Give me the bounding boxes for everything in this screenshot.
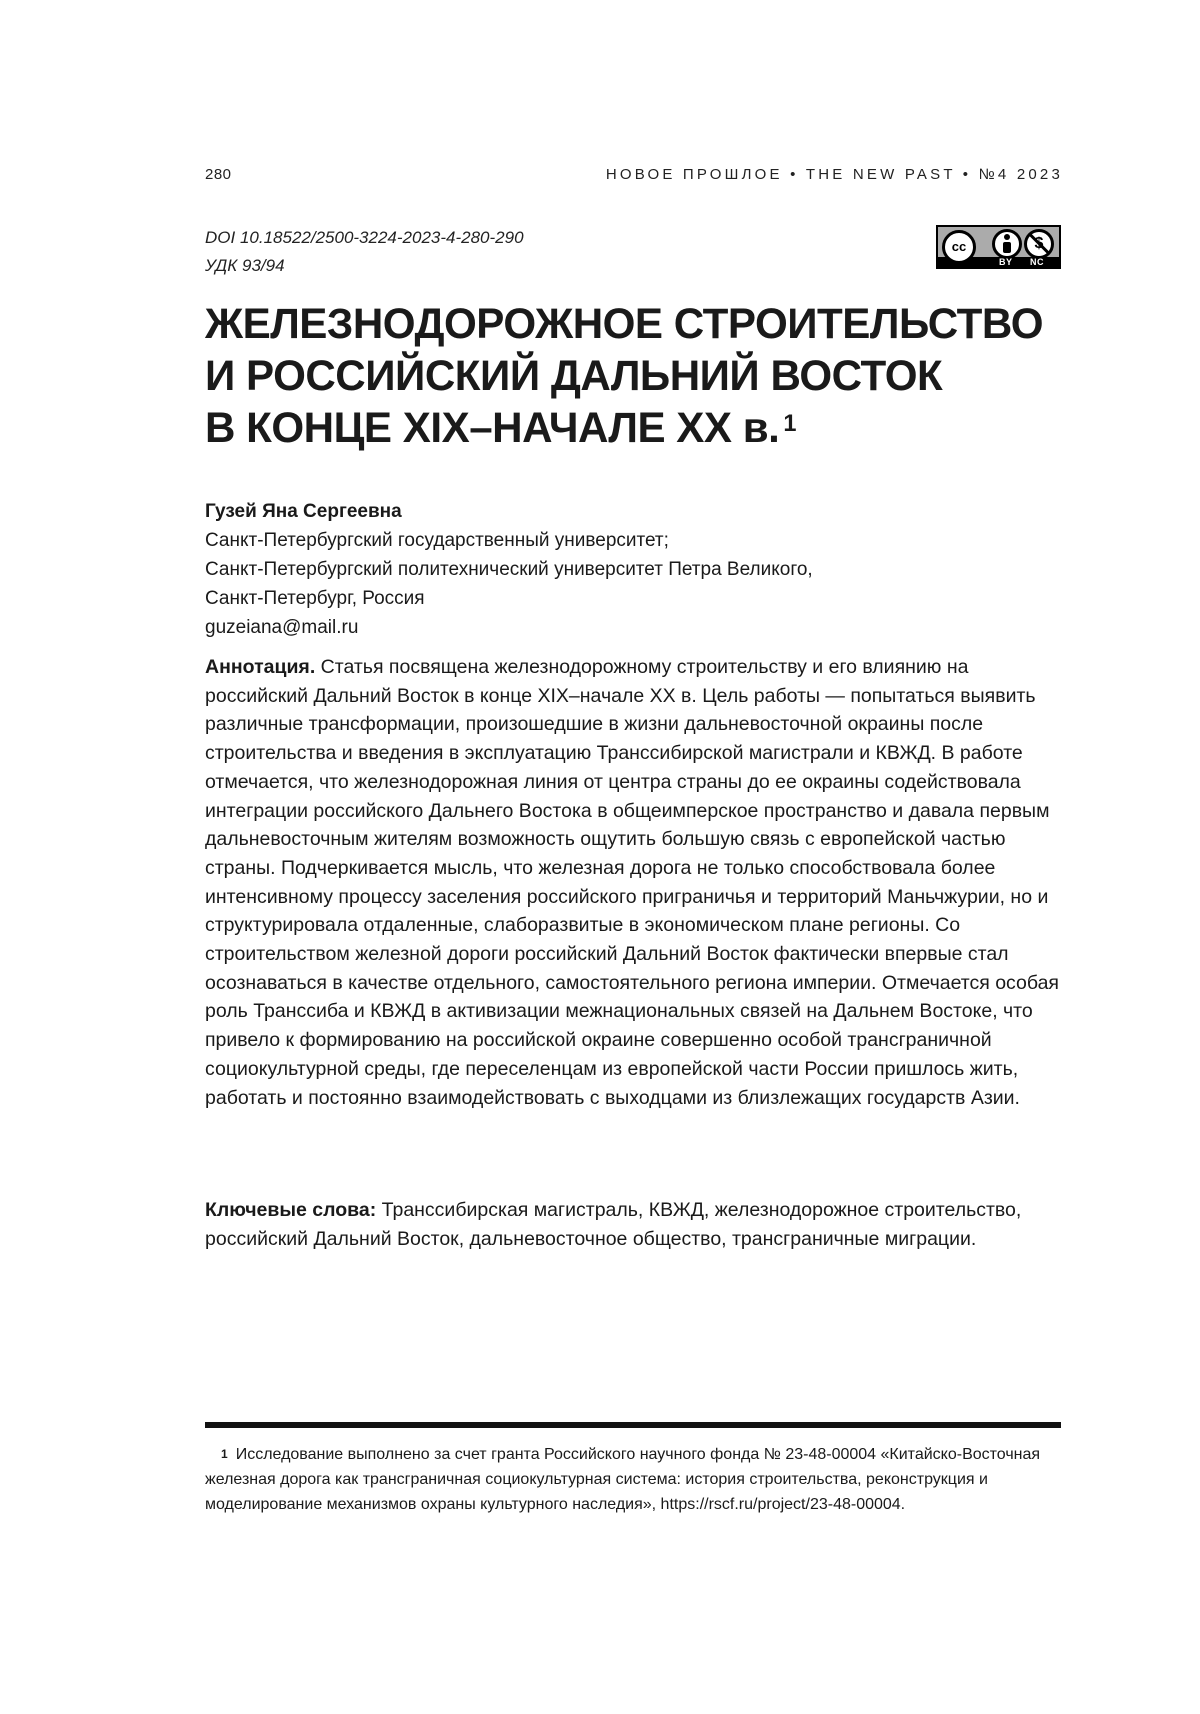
cc-icon: cc: [942, 230, 976, 264]
abstract-label: Аннотация.: [205, 656, 315, 678]
keywords-label: Ключевые слова:: [205, 1199, 376, 1221]
abstract-text: Статья посвящена железнодорожному строительству и его влиянию на российский Дальний Восток в конце XIX–начале XX в. Цель работы — попытаться выявить различные трансформации, произошедшие в жизни дальневосточной окраины после строительства и введения в эксплуатацию Транссибирской магистрали и КВЖД. В работе отмечается, что железнодорожная линия от центра страны до ее окраины содействовала интеграции российского Дальнего Востока в общеимперское пространство и давала первым дальневосточным жителям возможность ощутить большую связь с европейской частью страны. Подчеркивается мысль, что железная дорога не только способствовала более интенсивному процессу заселения российского приграничья и территорий Маньчжурии, но и структурировала отдаленные, слаборазвитые в экономическом плане регионы. Со строительством железной дороги российский Дальний Восток фактически впервые стал осознаваться в качестве отдельного, самостоятельного региона империи. Отмечается особая роль Транссиба и КВЖД в активизации межнациональных связей на Дальнем Востоке, что привело к формированию на российской окраине совершенно особой трансграничной социокультурной среды, где переселенцам из европейской части России пришлось жить, работать и постоянно взаимодействовать с выходцами из близлежащих государств Азии.: [205, 656, 1059, 1109]
author-name: Гузей Яна Сергеевна: [205, 497, 813, 526]
author-email[interactable]: guzeiana@mail.ru: [205, 613, 813, 642]
footnote-divider: [205, 1422, 1061, 1428]
author-location: Санкт-Петербург, Россия: [205, 584, 813, 613]
keywords: [205, 1196, 1061, 1253]
article-title: [205, 298, 1048, 454]
person-body-shape: [1003, 242, 1011, 253]
license-by-label: BY: [999, 257, 1013, 267]
running-head: НОВОЕ ПРОШЛОЕ • THE NEW PAST • №4 2023: [606, 166, 1063, 183]
title-line-3-text: В КОНЦЕ XIX–НАЧАЛЕ XX в.: [205, 404, 779, 452]
noncommercial-icon: [1024, 229, 1054, 259]
cc-by-nc-license-badge[interactable]: [936, 225, 1061, 269]
footnote-mark: 1: [221, 1447, 228, 1461]
author-block: [205, 497, 813, 642]
article-page: [0, 0, 1200, 1714]
person-head-shape: [1004, 234, 1010, 240]
article-meta: [205, 224, 524, 280]
title-line-3: [205, 402, 1048, 454]
title-footnote-ref[interactable]: 1: [783, 410, 796, 437]
title-line-1: ЖЕЛЕЗНОДОРОЖНОЕ СТРОИТЕЛЬСТВО: [205, 298, 1048, 350]
udk-code: УДК 93/94: [205, 252, 524, 280]
license-nc-label: NC: [1030, 257, 1044, 267]
footnote: [205, 1442, 1041, 1517]
title-line-2: И РОССИЙСКИЙ ДАЛЬНИЙ ВОСТОК: [205, 350, 1048, 402]
page-number: 280: [205, 166, 232, 183]
abstract: [205, 653, 1061, 1112]
doi-link[interactable]: DOI 10.18522/2500-3224-2023-4-280-290: [205, 224, 524, 252]
keywords-text: Транссибирская магистраль, КВЖД, железнодорожное строительство, российский Дальний Восток, дальневосточное общество, трансграничные миграции.: [205, 1199, 1021, 1250]
author-affiliation-1: Санкт-Петербургский государственный университет;: [205, 526, 813, 555]
author-affiliation-2: Санкт-Петербургский политехнический университет Петра Великого,: [205, 555, 813, 584]
footnote-text: Исследование выполнено за счет гранта Российского научного фонда № 23-48-00004 «Китайско-Восточная железная дорога как трансграничная социокультурная система: история строительства, реконструкция и моделирование механизмов охраны культурного наследия», https://rscf.ru/project/23-48-00004.: [205, 1446, 1040, 1513]
attribution-icon: [992, 229, 1022, 259]
